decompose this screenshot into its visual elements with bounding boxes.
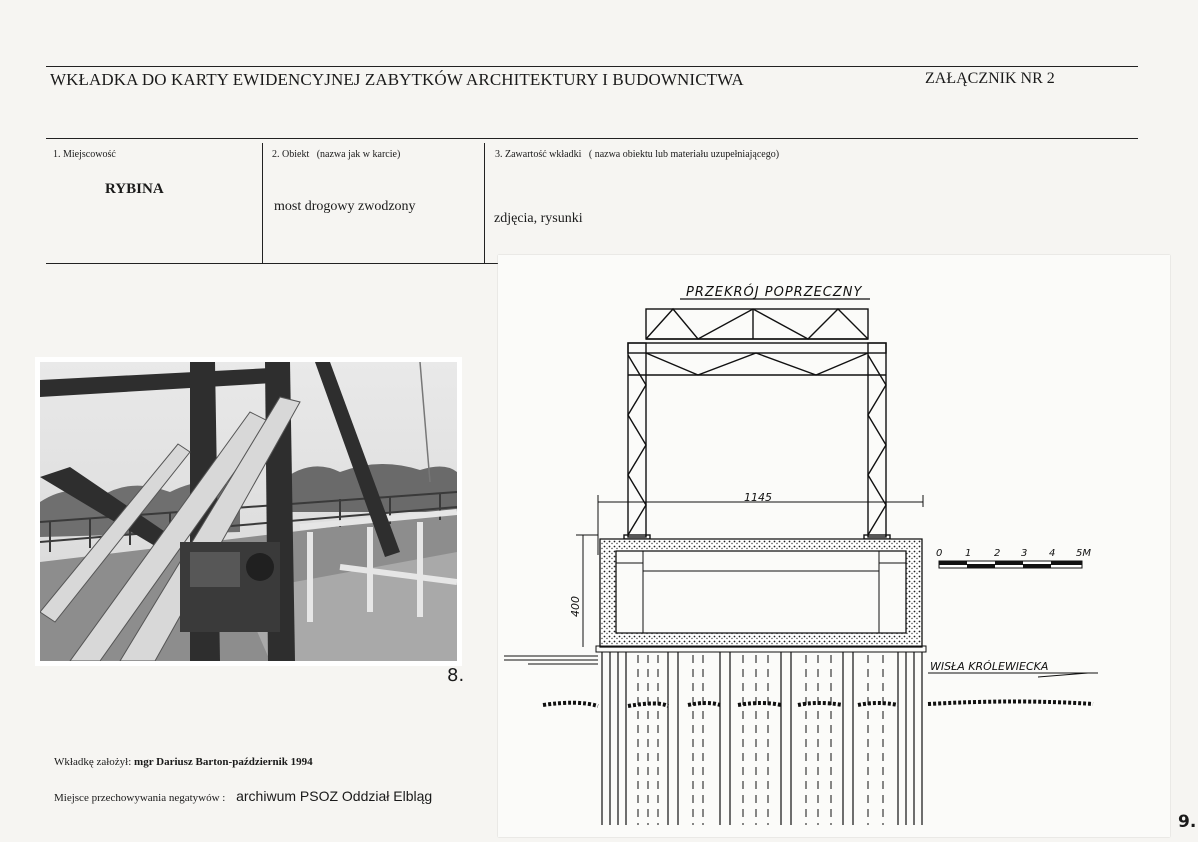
author-label: Wkładkę założył:	[54, 756, 132, 768]
cross-section-drawing	[498, 255, 1170, 837]
svg-text:3: 3	[1021, 548, 1028, 559]
table-top-rule	[46, 138, 1138, 139]
cross-section-svg	[498, 255, 1170, 837]
svg-text:0: 0	[936, 548, 943, 559]
object-label: 2. Obiekt (nazwa jak w karcie)	[272, 149, 401, 160]
page-number: 9.	[1178, 812, 1197, 832]
locality-label: 1. Miejscowość	[53, 149, 116, 160]
author-value: mgr Dariusz Barton-październik 1994	[134, 756, 313, 768]
river-label: WISŁA KRÓLEWIECKA	[930, 660, 1049, 673]
table-divider-1	[262, 143, 263, 263]
author-line	[54, 756, 313, 768]
drawing-title: PRZEKRÓJ POPRZECZNY	[686, 285, 863, 300]
table-bottom-rule	[46, 263, 498, 264]
object-value: most drogowy zwodzony	[274, 199, 416, 214]
svg-text:2: 2	[994, 548, 1001, 559]
annex-label: ZAŁĄCZNIK NR 2	[925, 70, 1055, 87]
storage-line	[54, 788, 432, 804]
bridge-photo-image	[40, 362, 457, 661]
svg-text:4: 4	[1049, 548, 1056, 559]
header-top-rule	[46, 66, 1138, 67]
svg-text:1: 1	[965, 548, 972, 559]
width-dimension: 1145	[744, 491, 772, 504]
svg-text:5M: 5M	[1076, 548, 1091, 559]
storage-value: archiwum PSOZ Oddział Elbląg	[236, 788, 433, 804]
document-title: WKŁADKA DO KARTY EWIDENCYJNEJ ZABYTKÓW ARCHITEKTURY I BUDOWNICTWA	[50, 70, 744, 89]
storage-label: Miejsce przechowywania negatywów :	[54, 792, 226, 804]
scale-bar	[936, 548, 1091, 568]
height-dimension: 400	[569, 596, 582, 617]
bridge-photo	[35, 357, 462, 666]
table-divider-2	[484, 143, 485, 263]
contents-label: 3. Zawartość wkładki ( nazwa obiektu lub materiału uzupełniającego)	[495, 149, 780, 160]
locality-value: RYBINA	[105, 181, 164, 197]
photo-number: 8.	[447, 665, 465, 686]
contents-value: zdjęcia, rysunki	[494, 211, 583, 226]
